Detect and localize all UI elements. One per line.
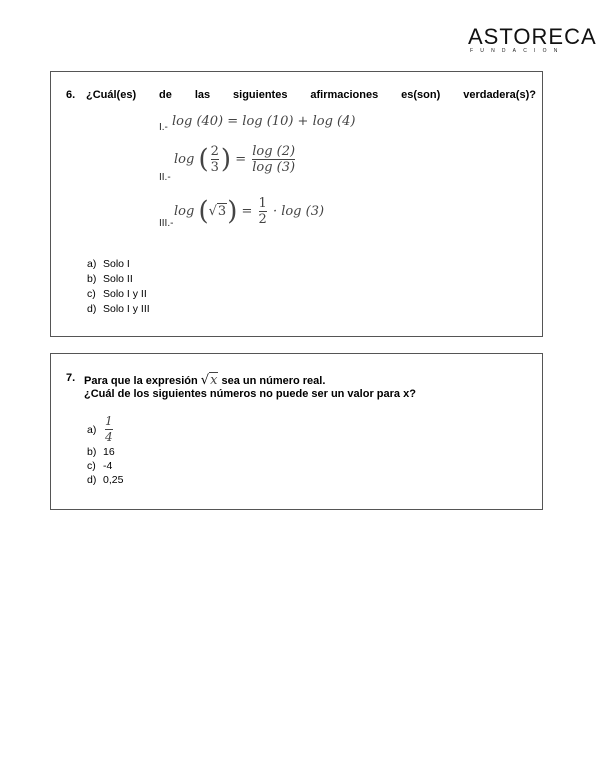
option-letter: a): [87, 423, 97, 436]
option-text: Solo I: [103, 258, 130, 270]
option-letter: c): [87, 460, 96, 472]
statement-3-coef-numerator: 1: [258, 196, 267, 211]
q7-line1-end: sea un número real.: [221, 375, 326, 387]
question-6-text: [86, 89, 536, 101]
q6-option-d[interactable]: [87, 303, 150, 315]
option-a-numerator: 1: [105, 414, 113, 428]
statement-3-radicand: 3: [217, 204, 227, 219]
q7-option-c[interactable]: [87, 460, 112, 472]
option-letter: b): [87, 273, 97, 285]
statement-2-rhs-numerator: log (2): [252, 144, 296, 159]
option-text: -4: [103, 460, 113, 472]
q6-word: de: [159, 89, 172, 101]
q6-option-b[interactable]: [87, 273, 133, 285]
question-6-number: 6.: [66, 89, 76, 101]
statement-1-lhs: log (40): [172, 114, 224, 129]
question-7-number: 7.: [66, 372, 76, 384]
option-letter: d): [87, 474, 97, 486]
question-6-box: [50, 71, 543, 337]
option-text: Solo I y II: [103, 288, 147, 300]
option-text: Solo II: [103, 273, 133, 285]
q6-word: las: [194, 89, 211, 101]
statement-3-formula: log (√3) = $\frac{1}{2}$ · log (3): [174, 196, 325, 227]
option-text: 16: [103, 446, 115, 458]
statement-2-label: II.-: [159, 172, 171, 183]
question-7-box: [50, 353, 543, 510]
q7-option-b[interactable]: [87, 446, 115, 458]
logo-subtitle: FUNDACION: [470, 48, 565, 54]
q6-word: siguientes: [233, 89, 288, 101]
question-7-line-1: Para que la expresión √x sea un número real.: [84, 373, 326, 388]
option-text: 0,25: [103, 474, 124, 486]
statement-1-rhs: log (10) + log (4): [242, 114, 356, 129]
statement-2-denominator: 3: [210, 160, 219, 175]
statement-2-numerator: 2: [210, 144, 219, 159]
statement-1-label: I.-: [159, 122, 168, 133]
q7-option-a[interactable]: [87, 414, 115, 445]
q7-line1-start: Para que la expresión: [84, 375, 198, 387]
option-letter: c): [87, 288, 96, 300]
q6-option-a[interactable]: [87, 258, 130, 270]
q7-option-d[interactable]: [87, 474, 123, 486]
question-7-line-2: ¿Cuál de los siguientes números no puede ser un valor para x?: [84, 388, 416, 400]
q6-word: afirmaciones: [310, 89, 379, 101]
q6-word: es(son): [401, 89, 441, 101]
statement-3-fn: log: [174, 204, 195, 219]
option-letter: d): [87, 303, 97, 315]
option-a-denominator: 4: [105, 430, 113, 444]
q6-word: verdadera(s)?: [463, 89, 536, 101]
astoreca-logo: [468, 24, 597, 58]
q6-word: ¿Cuál(es): [86, 89, 137, 101]
statement-3-tail: · log (3): [272, 204, 325, 219]
option-letter: b): [87, 446, 97, 458]
option-letter: a): [87, 258, 97, 270]
logo-wordmark: ASTORECA: [468, 24, 597, 49]
statement-3-label: III.-: [159, 218, 174, 229]
option-text: Solo I y III: [103, 303, 150, 315]
statement-2-rhs-denominator: log (3): [252, 160, 296, 175]
statement-1-formula: log (40) = log (10) + log (4): [172, 114, 356, 129]
statement-2-formula: log ( $\frac{2}{3}$ ) = $\frac{\log (2)}{\log (3)}$: [174, 144, 296, 175]
q6-option-c[interactable]: [87, 288, 147, 300]
statement-2-fn: log: [174, 152, 195, 167]
q7-radicand: x: [210, 373, 218, 388]
statement-3-coef-denominator: 2: [258, 212, 267, 227]
